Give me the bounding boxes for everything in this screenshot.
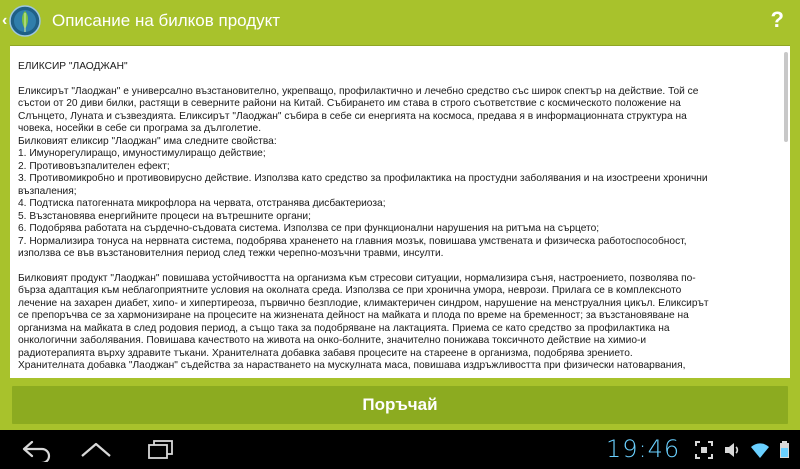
text-line: човека, носейки в себе си програма за дълголетие. <box>18 123 262 134</box>
product-heading: ЕЛИКСИР "ЛАОДЖАН" <box>18 61 128 72</box>
text-line: 4. Подтиска патогенната микрофлора на червата, отстранява дисбактериоза; <box>18 198 386 209</box>
description-text <box>10 46 790 373</box>
text-line: 7. Нормализира тонуса на нервната система, подобрява храненето на главния мозък, повишава умствената и физическа работоспособност, <box>18 235 687 247</box>
text-line: 6. Подобрява работата на сърдечно-съдовата система. Използва се при функционални нарушения на ритъма на сърцето; <box>18 223 600 234</box>
plant-leaf-icon[interactable] <box>9 5 41 37</box>
text-line: 5. Възстановява енергийните процеси на вътрешните органи; <box>18 210 311 222</box>
volume-icon[interactable] <box>722 440 742 460</box>
order-button[interactable]: Поръчай <box>12 386 788 424</box>
text-line: бърза адаптация към неблагоприятните условия на околната среда. Използва се при хронична умора, неврози. Прилага се в комплексното <box>18 285 682 296</box>
text-line: лечение на захарен диабет, хипо- и хипертиреоза, първично безплодие, климактеричен синдром, нарушение на менструалния цикъл. Еликсирът <box>18 297 709 309</box>
screenshot-icon[interactable] <box>694 440 714 460</box>
help-button[interactable]: ? <box>770 7 784 32</box>
text-line: Билковият продукт "Лаоджан" повишава устойчивостта на организма към стресови ситуации, нормализира съня, настроението, позволява по- <box>18 272 696 284</box>
text-line: състои от 20 диви билки, растящи в северните райони на Китай. Събирането им става в строго съответствие с космическото положение на <box>18 98 681 109</box>
text-line: Билковият еликсир "Лаоджан" има следните свойства: <box>18 135 277 147</box>
action-bar <box>0 0 800 42</box>
text-line: използва се във възстановителния период след тежки черепно-мозъчни травми, инсулти. <box>18 248 444 259</box>
text-line: 3. Противомикробно и противовирусно действие. Използва като средство за профилактика на простудни заболявания и на изостреени хронични <box>18 173 708 184</box>
wifi-icon <box>750 440 770 460</box>
battery-icon <box>774 440 794 460</box>
text-line: Хранителната добавка "Лаоджан" съдейства за нарастването на мускулната маса, повишава издръжливостта при физически натоварвания, <box>18 360 686 371</box>
text-line: се препоръчва се за хармонизиране на процесите на жизнената дейност на майката и плода по време на бременност; за възстановяване на <box>18 310 689 321</box>
text-line: 1. Имунорегулиращо, имуностимулиращо действие; <box>18 148 266 159</box>
home-icon[interactable] <box>76 436 116 462</box>
page-title: Описание на билков продукт <box>52 11 281 30</box>
text-line: радиотерапията върху здравите тъкани. Хранителната добавка забавя процесите на стареене в организма, подобрява зрението. <box>18 347 633 359</box>
description-panel[interactable] <box>10 45 790 378</box>
scrollbar[interactable] <box>784 52 788 142</box>
text-line: Еликсирът "Лаоджан" е универсално възстановително, укрепващо, профилактично и лечебно средство със широк спектър на действие. Той се <box>18 85 699 97</box>
up-caret-icon[interactable]: ‹ <box>2 12 8 29</box>
text-line: Слънцето, Луната и съзвездията. Еликсирът "Лаоджан" събира в себе си енергията на космоса, предава я в информационната структура на <box>18 110 687 122</box>
description-paragraph <box>18 86 782 261</box>
system-nav-bar <box>0 430 800 469</box>
text-line: онкологични заболявания. Повишава качеството на живота на онко-болните, значително понижава токсичното действие на химио-и <box>18 335 647 346</box>
text-line: организма на майката в след родовия период, а също така за подобряване на лактацията. Приема се като средство за профилактика на <box>18 322 670 334</box>
text-line: 2. Противовъзпалителен ефект; <box>18 160 170 172</box>
recent-apps-icon[interactable] <box>140 436 180 462</box>
back-arrow-icon[interactable] <box>16 436 56 462</box>
text-line: възпаления; <box>18 185 77 197</box>
clock: 19:46 <box>606 435 681 463</box>
description-paragraph <box>18 273 782 373</box>
